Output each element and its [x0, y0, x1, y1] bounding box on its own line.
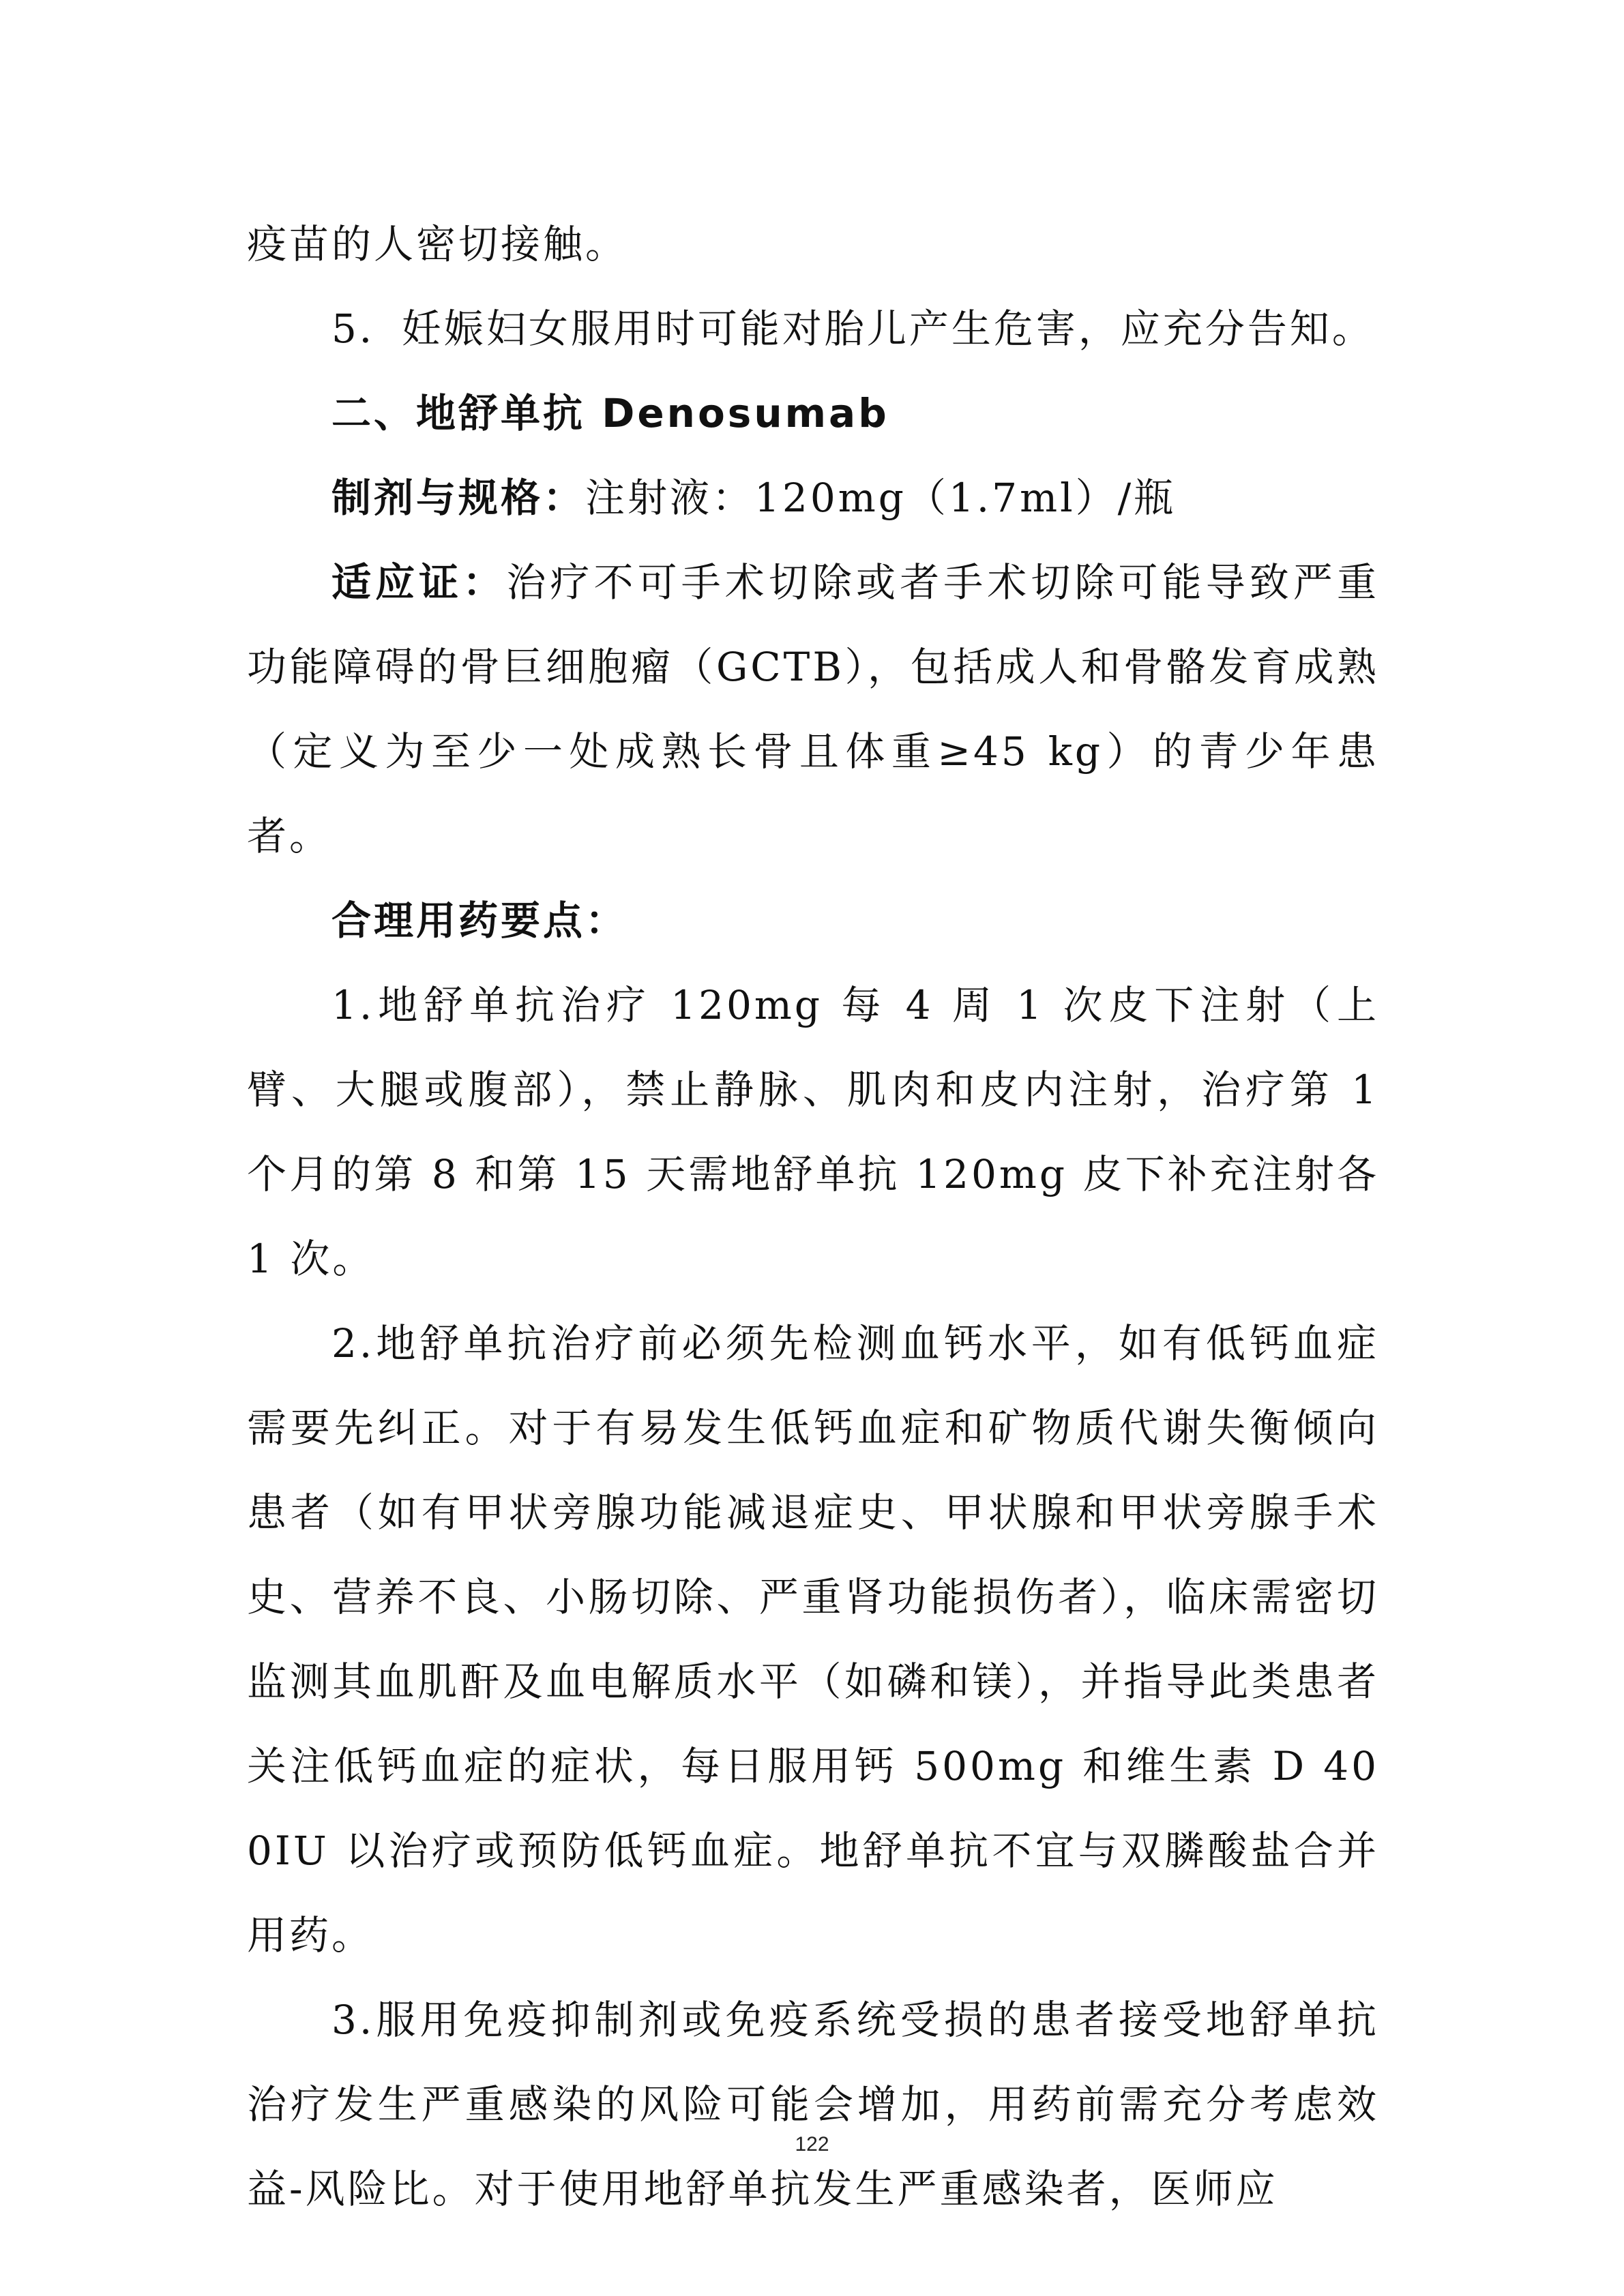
- section-heading-text: 二、地舒单抗 Denosumab: [331, 390, 889, 436]
- paragraph-text: 3.服用免疫抑制剂或免疫系统受损的患者接受地舒单抗治疗发生严重感染的风险可能会增加，用药前需充分考虑效益-风险比。对于使用地舒单抗发生严重感染者，医师应: [247, 1997, 1379, 2212]
- usage-point-3: [247, 1978, 1379, 2231]
- indication-paragraph: [247, 540, 1379, 878]
- indication-label: 适应证：: [331, 559, 507, 606]
- formulation-text: 注射液：120mg（1.7ml）/瓶: [585, 475, 1177, 521]
- usage-point-2: [247, 1301, 1379, 1978]
- paragraph-item-5: [247, 286, 1379, 371]
- document-body: [247, 202, 1379, 2231]
- paragraph-text: 疫苗的人密切接触。: [247, 221, 628, 267]
- paragraph-text: 2.地舒单抗治疗前必须先检测血钙水平，如有低钙血症需要先纠正。对于有易发生低钙血症和矿物质代谢失衡倾向患者（如有甲状旁腺功能减退症史、甲状腺和甲状旁腺手术史、营养不良、小肠切除、严重肾功能损伤者），临床需密切监测其血肌酐及血电解质水平（如磷和镁），并指导此类患者关注低钙血症的症状，每日服用钙 500mg 和维生素 D 400IU 以治疗或预防低钙血症。地舒单抗不宜与双膦酸盐合并用药。: [247, 1320, 1379, 1958]
- usage-points-heading: [247, 878, 1379, 963]
- usage-point-1: [247, 963, 1379, 1301]
- formulation-label: 制剂与规格：: [331, 475, 586, 521]
- formulation-paragraph: [247, 456, 1379, 540]
- section-heading: [247, 371, 1379, 456]
- usage-points-heading-text: 合理用药要点：: [331, 897, 628, 944]
- indication-text: 治疗不可手术切除或者手术切除可能导致严重功能障碍的骨巨细胞瘤（GCTB），包括成人和骨骼发育成熟（定义为至少一处成熟长骨且体重≥45 kg）的青少年患者。: [247, 559, 1379, 859]
- paragraph-continuation: [247, 202, 1379, 286]
- paragraph-text: 5．妊娠妇女服用时可能对胎儿产生危害，应充分告知。: [331, 305, 1374, 352]
- paragraph-text: 1.地舒单抗治疗 120mg 每 4 周 1 次皮下注射（上臂、大腿或腹部），禁止静脉、肌肉和皮内注射，治疗第 1 个月的第 8 和第 15 天需地舒单抗 120mg 皮下补充注射各 1 次。: [247, 982, 1379, 1282]
- page-number: 122: [795, 2133, 829, 2156]
